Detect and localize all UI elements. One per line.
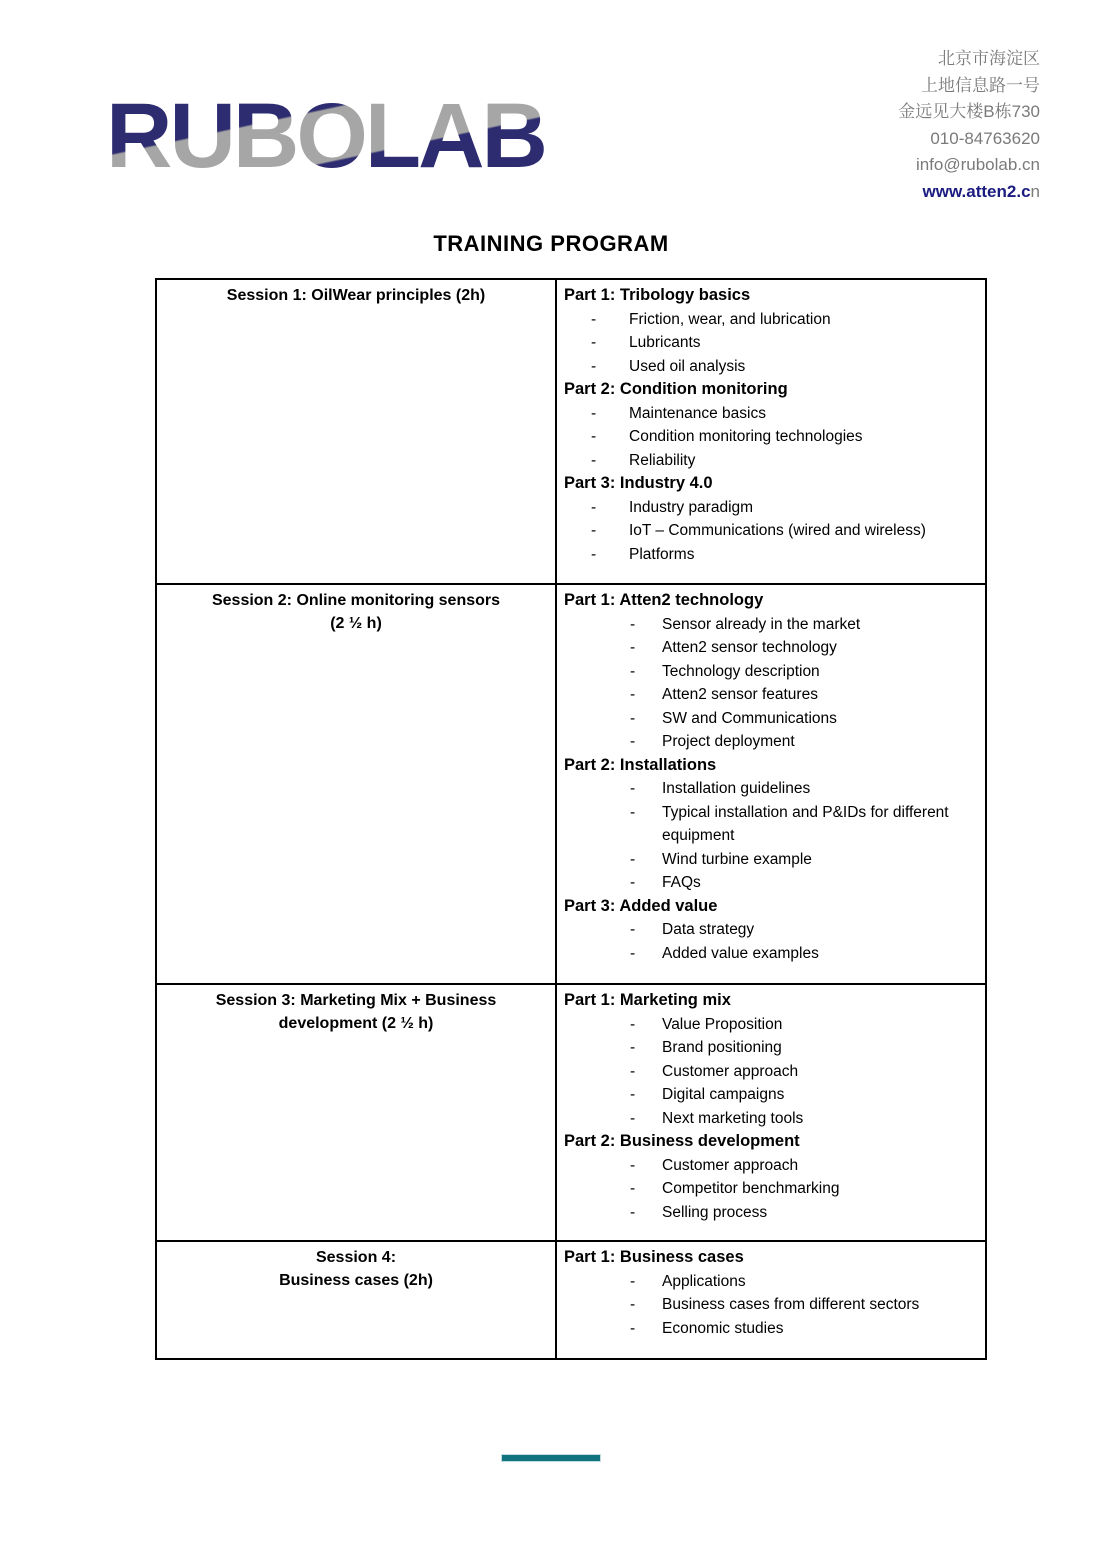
- bullet-item: [591, 496, 979, 520]
- bullet-item: [591, 449, 979, 473]
- bullet-text: Wind turbine example: [662, 850, 812, 868]
- bullet-text: Atten2 sensor technology: [662, 639, 837, 656]
- bullet-item: [591, 308, 979, 332]
- bullet-text: Business cases from different sectors: [662, 1296, 920, 1313]
- session-content-cell: [556, 984, 986, 1241]
- bullet-item: [630, 918, 979, 942]
- bullet-text: Customer approach: [662, 1156, 799, 1174]
- part-header: Part 1: Business cases: [564, 1248, 744, 1266]
- bullet-item: [630, 871, 979, 895]
- teal-divider-line: [502, 1455, 600, 1461]
- bullet-text: Lubricants: [629, 334, 701, 351]
- bullet-dash-icon: -: [630, 1156, 636, 1174]
- bullet-text: Installation guidelines: [662, 780, 811, 797]
- session-title-cell: [156, 984, 556, 1241]
- session-title-line: Session 1: OilWear principles (2h): [226, 287, 486, 304]
- bullet-text: Project deployment: [662, 733, 795, 750]
- part-header: Part 2: Installations: [564, 755, 717, 774]
- bullet-dash-icon: -: [630, 1180, 636, 1197]
- address-line: 010-84763620: [930, 128, 1040, 148]
- bullet-item: [630, 660, 979, 684]
- part-header: Part 2: Condition monitoring: [564, 380, 788, 398]
- bullet-item: [630, 1083, 979, 1107]
- document-title: TRAINING PROGRAM: [433, 231, 669, 256]
- website-line: [898, 179, 1040, 206]
- bullet-text: Industry paradigm: [629, 498, 754, 516]
- bullet-item: [591, 355, 979, 379]
- bullet-text: Typical installation and P&IDs for different equipment: [662, 803, 949, 844]
- session-title-line: Business cases (2h): [279, 1272, 433, 1289]
- part-header: Part 2: Business development: [564, 1132, 800, 1150]
- session-row: [156, 584, 986, 984]
- bullet-item: [591, 331, 979, 355]
- bullet-dash-icon: -: [630, 780, 636, 797]
- session-row: [156, 1241, 986, 1359]
- bullet-item: [591, 543, 979, 567]
- session-title-cell: [156, 584, 556, 984]
- session-row: [156, 279, 986, 584]
- session-title-line: (2 ½ h): [330, 615, 382, 632]
- bullet-dash-icon: -: [591, 310, 597, 328]
- session-title-line: Session 3: Marketing Mix + Business: [215, 992, 497, 1009]
- bullet-text: Added value examples: [662, 944, 819, 962]
- bullet-text: Economic studies: [662, 1319, 784, 1337]
- bullet-text: Atten2 sensor features: [662, 686, 818, 703]
- website-suffix: n: [1030, 181, 1040, 201]
- bullet-dash-icon: -: [630, 615, 636, 633]
- bullet-dash-icon: -: [630, 1062, 636, 1080]
- part-header: Part 1: Tribology basics: [564, 286, 751, 304]
- bullet-dash-icon: -: [630, 1319, 636, 1337]
- bullet-dash-icon: -: [630, 803, 636, 821]
- bullet-text: Value Proposition: [662, 1015, 783, 1033]
- bullet-item: [630, 683, 979, 707]
- bullet-text: Sensor already in the market: [662, 615, 861, 633]
- bullet-dash-icon: -: [630, 874, 636, 891]
- part-header: Part 3: Industry 4.0: [564, 474, 713, 492]
- bullet-dash-icon: -: [630, 1296, 636, 1313]
- session-title-cell: [156, 1241, 556, 1359]
- bullet-dash-icon: -: [630, 1086, 636, 1103]
- bullet-dash-icon: -: [591, 522, 597, 539]
- bullet-text: Friction, wear, and lubrication: [629, 310, 831, 328]
- bullet-item: [630, 1154, 979, 1178]
- bullet-dash-icon: -: [630, 850, 636, 868]
- bullet-item: [591, 402, 979, 426]
- bullet-text: Used oil analysis: [629, 357, 746, 375]
- bullet-item: [630, 1201, 979, 1225]
- bullet-dash-icon: -: [630, 686, 636, 703]
- bullet-item: [630, 848, 979, 872]
- bullet-text: Condition monitoring technologies: [629, 428, 863, 445]
- session-content-cell: [556, 279, 986, 584]
- bullet-dash-icon: -: [630, 1203, 636, 1221]
- website-text: www.atten2.c: [922, 181, 1031, 201]
- bullet-item: [630, 801, 979, 848]
- bullet-text: Reliability: [629, 451, 696, 469]
- bullet-item: [630, 942, 979, 966]
- bullet-text: Digital campaigns: [662, 1086, 785, 1103]
- bullet-dash-icon: -: [591, 428, 597, 445]
- bullet-text: Selling process: [662, 1203, 768, 1221]
- bullet-item: [630, 707, 979, 731]
- bullet-item: [630, 1060, 979, 1084]
- session-content-cell: [556, 1241, 986, 1359]
- bullet-dash-icon: -: [591, 404, 597, 422]
- bullet-dash-icon: -: [630, 1109, 636, 1127]
- bullet-text: Brand positioning: [662, 1039, 782, 1056]
- bullet-dash-icon: -: [630, 662, 636, 680]
- bullet-item: [630, 1013, 979, 1037]
- address-line: info@rubolab.cn: [915, 155, 1040, 174]
- bullet-dash-icon: -: [630, 1039, 636, 1056]
- session-content-cell: [556, 584, 986, 984]
- address-lines: [898, 46, 1040, 179]
- address-line: 金远见大楼B栋730: [898, 102, 1040, 121]
- address-block: [898, 46, 1040, 205]
- address-line: 上地信息路一号: [921, 75, 1040, 95]
- bullet-dash-icon: -: [591, 545, 597, 563]
- part-header: Part 3: Added value: [564, 896, 718, 915]
- bullet-dash-icon: -: [591, 334, 597, 351]
- bullet-dash-icon: -: [630, 944, 636, 962]
- bullet-text: Competitor benchmarking: [662, 1180, 840, 1197]
- bullet-item: [630, 777, 979, 801]
- bullet-text: FAQs: [662, 874, 701, 891]
- bullet-dash-icon: -: [591, 451, 597, 469]
- bullet-dash-icon: -: [630, 639, 636, 656]
- bullet-item: [630, 636, 979, 660]
- bullet-item: [591, 519, 979, 543]
- rubolab-logo: RUBOLAB: [106, 85, 545, 187]
- bullet-text: Maintenance basics: [629, 404, 766, 422]
- bullet-item: [630, 613, 979, 637]
- bullet-text: SW and Communications: [662, 709, 837, 727]
- bullet-item: [630, 1036, 979, 1060]
- session-title-line: development (2 ½ h): [278, 1015, 434, 1032]
- bullet-dash-icon: -: [630, 733, 636, 750]
- bullet-dash-icon: -: [630, 709, 636, 727]
- part-header: Part 1: Atten2 technology: [564, 591, 764, 609]
- bullet-item: [630, 730, 979, 754]
- session-title-line: Session 2: Online monitoring sensors: [211, 592, 501, 609]
- bullet-text: Customer approach: [662, 1062, 799, 1080]
- bullet-text: Technology description: [662, 662, 820, 680]
- bullet-dash-icon: -: [630, 921, 636, 938]
- bullet-text: IoT – Communications (wired and wireless): [629, 522, 926, 539]
- session-title-cell: [156, 279, 556, 584]
- part-header: Part 1: Marketing mix: [564, 991, 731, 1009]
- bullet-item: [630, 1177, 979, 1201]
- bullet-text: Next marketing tools: [662, 1109, 804, 1127]
- bullet-dash-icon: -: [630, 1272, 636, 1290]
- bullet-item: [591, 425, 979, 449]
- bullet-item: [630, 1270, 979, 1294]
- bullet-item: [630, 1317, 979, 1341]
- bullet-text: Data strategy: [662, 921, 755, 938]
- session-row: [156, 984, 986, 1241]
- bullet-item: [630, 1107, 979, 1131]
- session-title-line: Session 4:: [315, 1249, 397, 1266]
- bullet-dash-icon: -: [591, 498, 597, 516]
- bullet-text: Platforms: [629, 545, 695, 563]
- address-line: 北京市海淀区: [938, 49, 1040, 68]
- bullet-dash-icon: -: [630, 1015, 636, 1033]
- bullet-dash-icon: -: [591, 357, 597, 375]
- bullet-item: [630, 1293, 979, 1317]
- bullet-text: Applications: [662, 1272, 746, 1290]
- training-program-table-body: [156, 279, 986, 1359]
- training-program-table: [155, 278, 987, 1360]
